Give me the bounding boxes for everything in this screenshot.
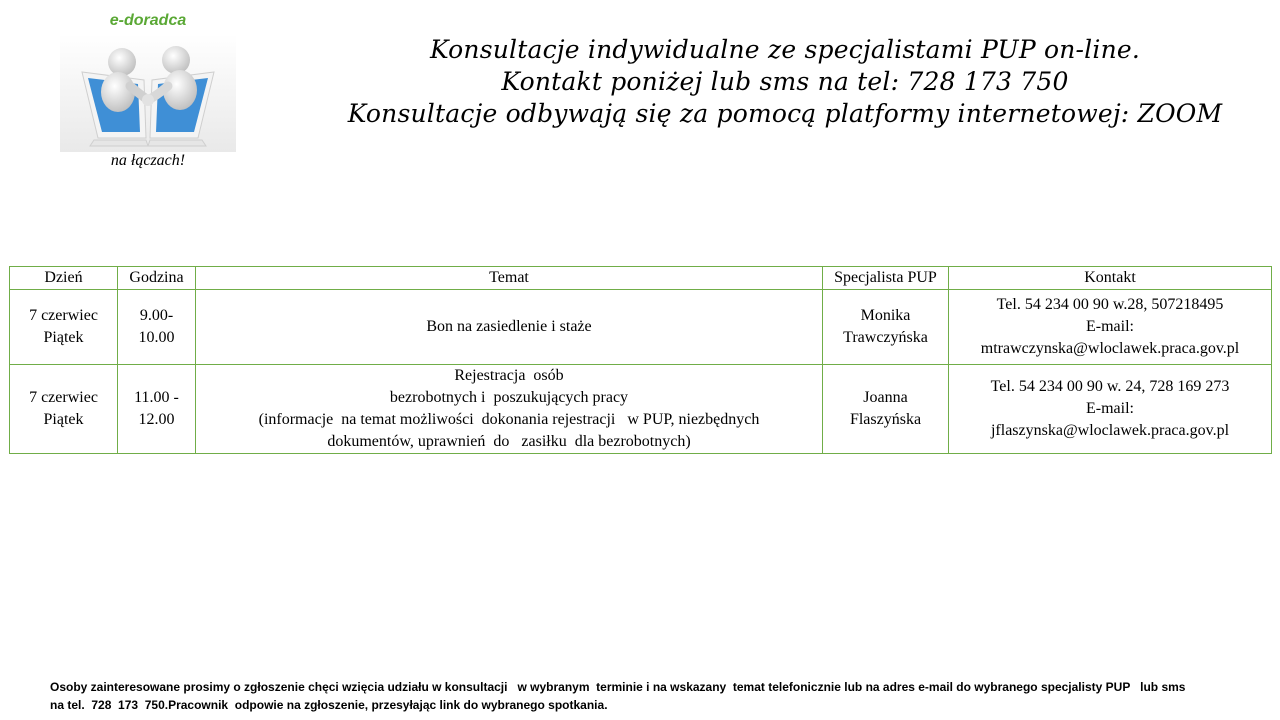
specialist-last-name: Flaszyńska xyxy=(849,411,922,428)
handshake-laptops-icon xyxy=(60,34,236,152)
day-cell xyxy=(10,290,118,365)
time-end: 12.00 xyxy=(138,411,175,428)
topic-line: (informacje na temat możliwości dokonania rejestracji w PUP, niezbędnych xyxy=(258,411,760,428)
topic-line: dokumentów, uprawnień do zasiłku dla bezrobotnych) xyxy=(327,433,691,450)
column-header-contact: Kontakt xyxy=(949,267,1272,290)
logo-tagline: na łączach! xyxy=(110,152,186,169)
time-end: 10.00 xyxy=(138,329,175,346)
table-row xyxy=(10,365,1272,454)
day-weekday: Piątek xyxy=(43,411,84,428)
time-start: 11.00 - xyxy=(134,389,179,406)
specialist-last-name: Trawczyńska xyxy=(843,329,928,346)
logo-brand-text: e-doradca xyxy=(109,12,187,29)
day-date: 7 czerwiec xyxy=(29,307,98,324)
time-cell xyxy=(118,290,196,365)
page-header xyxy=(290,34,1280,130)
contact-cell xyxy=(949,365,1272,454)
time-cell xyxy=(118,365,196,454)
header-line-2: Kontakt poniżej lub sms na tel: 728 173 750 xyxy=(501,67,1069,96)
table-header-row xyxy=(10,267,1272,290)
specialist-first-name: Monika xyxy=(860,307,911,324)
header-line-1: Konsultacje indywidualne ze specjalistami PUP on-line. xyxy=(429,35,1141,64)
table-row xyxy=(10,290,1272,365)
contact-phone: Tel. 54 234 00 90 w.28, 507218495 xyxy=(996,296,1224,313)
column-header-day: Dzień xyxy=(10,267,118,290)
specialist-cell xyxy=(823,365,949,454)
topic-cell xyxy=(196,365,823,454)
day-weekday: Piątek xyxy=(43,329,84,346)
topic-line: bezrobotnych i poszukujących pracy xyxy=(389,389,629,406)
topic-line: Bon na zasiedlenie i staże xyxy=(426,318,592,335)
specialist-cell xyxy=(823,290,949,365)
contact-cell xyxy=(949,290,1272,365)
specialist-first-name: Joanna xyxy=(863,389,908,406)
time-start: 9.00- xyxy=(139,307,174,324)
day-cell xyxy=(10,365,118,454)
footnote-line-2: na tel. 728 173 750.Pracownik odpowie na zgłoszenie, przesyłając link do wybranego spotkania. xyxy=(50,698,608,712)
footnote-line-1: Osoby zainteresowane prosimy o zgłoszenie chęci wzięcia udziału w konsultacji w wybranym terminie i na wskazany temat telefonicznie lub na adres e-mail do wybranego specjalisty PUP lub sms xyxy=(50,680,1186,694)
contact-email-address[interactable]: jflaszynska@wloclawek.praca.gov.pl xyxy=(990,422,1230,439)
contact-email-label: E-mail: xyxy=(1086,318,1134,335)
contact-email-address[interactable]: mtrawczynska@wloclawek.praca.gov.pl xyxy=(980,340,1240,357)
footnote xyxy=(50,678,1250,714)
column-header-topic: Temat xyxy=(196,267,823,290)
column-header-specialist: Specjalista PUP xyxy=(823,267,949,290)
topic-cell xyxy=(196,290,823,365)
e-doradca-logo xyxy=(60,10,236,175)
topic-line: Rejestracja osób xyxy=(454,367,564,384)
consultation-schedule-table xyxy=(9,266,1272,454)
day-date: 7 czerwiec xyxy=(29,389,98,406)
contact-phone: Tel. 54 234 00 90 w. 24, 728 169 273 xyxy=(990,378,1230,395)
column-header-time: Godzina xyxy=(118,267,196,290)
header-line-3: Konsultacje odbywają się za pomocą platformy internetowej: ZOOM xyxy=(347,99,1223,128)
contact-email-label: E-mail: xyxy=(1086,400,1134,417)
